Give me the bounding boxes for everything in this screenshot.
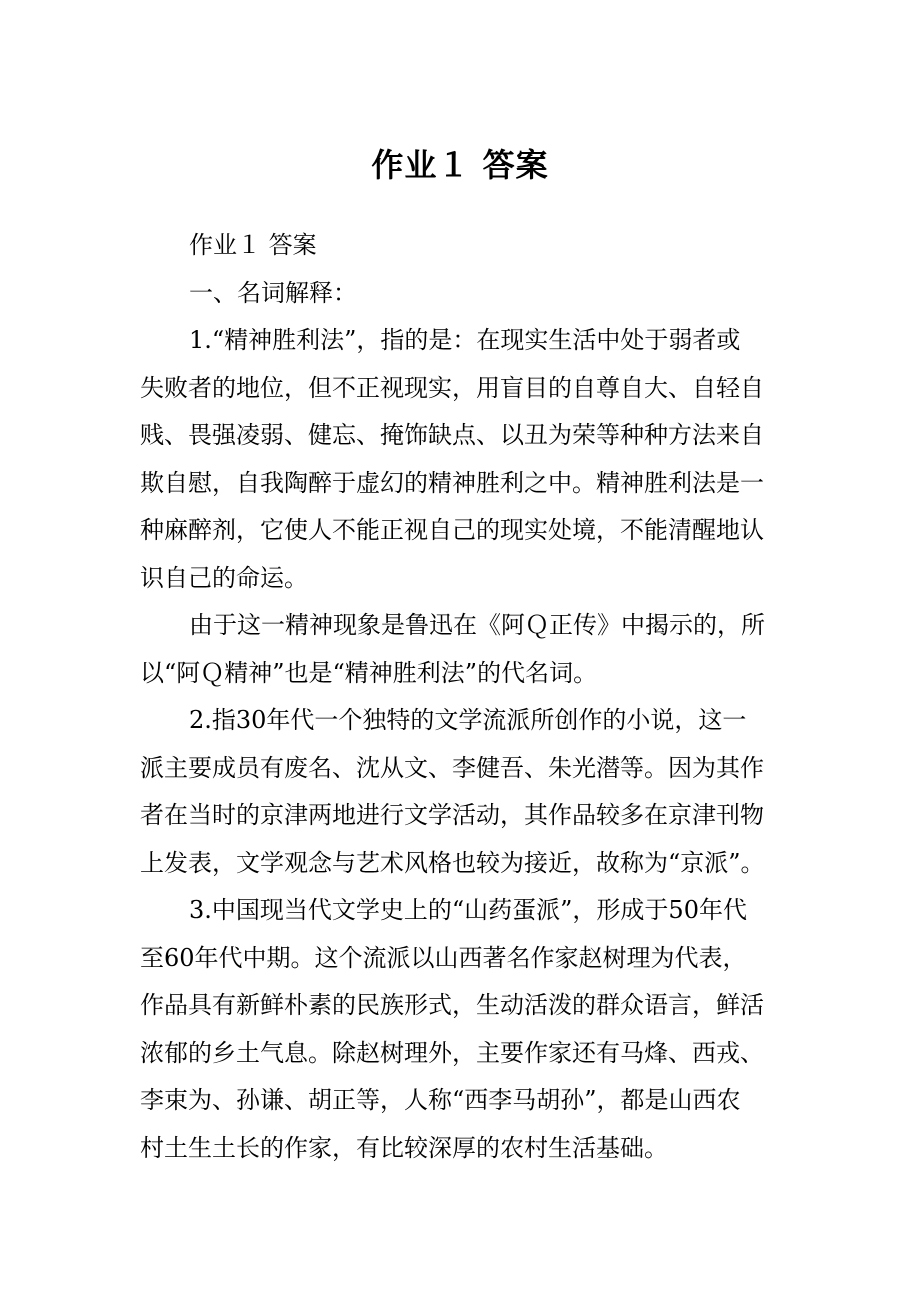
item3-line: 李束为、孙谦、胡正等，人称“西李马胡孙”，都是山西农	[140, 1086, 741, 1114]
document-title: 作业１ 答案	[371, 146, 549, 184]
item1-line: 贱、畏强凌弱、健忘、掩饰缺点、以丑为荣等种种方法来自	[140, 421, 764, 449]
item3-line: 浓郁的乡土气息。除赵树理外，主要作家还有马烽、西戎、	[140, 1038, 764, 1067]
item3-line: 作品具有新鲜朴素的民族形式，生动活泼的群众语言，鲜活	[140, 991, 764, 1019]
item1-extra-line: 以“阿Ｑ精神”也是“精神胜利法”的代名词。	[140, 658, 598, 687]
item3-line: 3.中国现当代文学史上的“山药蛋派”，形成于50年代	[189, 896, 747, 924]
item2-line: 上发表，文学观念与艺术风格也较为接近，故称为“京派”。	[140, 848, 765, 877]
item2-line: 派主要成员有废名、沈从文、李健吾、朱光潜等。因为其作	[140, 753, 764, 782]
item1-line: 失败者的地位，但不正视现实，用盲目的自尊自大、自轻自	[140, 373, 764, 402]
item1-line: 识自己的命运。	[140, 563, 308, 592]
item3-line: 村土生土长的作家，有比较深厚的农村生活基础。	[140, 1133, 668, 1162]
document-body	[140, 222, 790, 1172]
section-heading: 一、名词解释：	[189, 278, 357, 307]
item1-line: 种麻醉剂，它使人不能正视自己的现实处境，不能清醒地认	[140, 516, 764, 544]
item1-extra-line: 由于这一精神现象是鲁迅在《阿Ｑ正传》中揭示的，所	[189, 611, 765, 639]
heading-line: 作业１ 答案	[189, 231, 317, 259]
item2-line: 2.指30年代一个独特的文学流派所创作的小说，这一	[189, 706, 747, 734]
item2-line: 者在当时的京津两地进行文学活动，其作品较多在京津刊物	[140, 801, 764, 829]
item1-line: 1.“精神胜利法”，指的是：在现实生活中处于弱者或	[189, 326, 741, 354]
item3-line: 至60年代中期。这个流派以山西著名作家赵树理为代表，	[140, 943, 747, 972]
item1-line: 欺自慰，自我陶醉于虚幻的精神胜利之中。精神胜利法是一	[140, 468, 764, 497]
